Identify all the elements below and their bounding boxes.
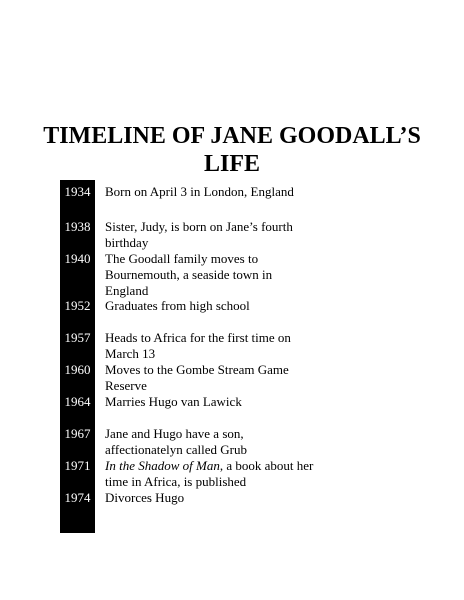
timeline-description-line: birthday: [105, 235, 149, 250]
timeline-year: 1964: [64, 394, 91, 409]
page-title: [0, 122, 464, 178]
timeline-description-line: Marries Hugo van Lawick: [105, 394, 242, 409]
timeline-description-line: Reserve: [105, 378, 147, 393]
timeline-year: 1957: [64, 330, 91, 345]
timeline-description-line: affectionatelyn called Grub: [105, 442, 247, 457]
timeline-description-line: The Goodall family moves to: [105, 251, 259, 266]
timeline-year: 1934: [64, 184, 91, 199]
timeline-description-line: Heads to Africa for the first time on: [105, 330, 291, 345]
timeline-description-line: Sister, Judy, is born on Jane’s fourth: [105, 219, 293, 234]
timeline-description-line: Born on April 3 in London, England: [105, 184, 294, 199]
timeline-description-text: , a book about her: [219, 458, 314, 473]
timeline-description: [105, 458, 350, 490]
timeline-year: 1971: [64, 458, 91, 473]
timeline-year: 1952: [64, 298, 91, 313]
timeline-description: [105, 298, 350, 314]
timeline-description-line: Graduates from high school: [105, 298, 250, 313]
timeline-description-line: Bournemouth, a seaside town in: [105, 267, 273, 282]
timeline-year: 1938: [64, 219, 91, 234]
timeline-year: 1940: [64, 251, 91, 266]
timeline-description: [105, 362, 350, 394]
page-title-line-1: TIMELINE OF JANE GOODALL’S: [43, 123, 421, 149]
timeline-description: [105, 251, 350, 299]
book-title: In the Shadow of Man: [105, 458, 220, 473]
timeline-description-line: time in Africa, is published: [105, 474, 247, 489]
timeline-year: 1960: [64, 362, 91, 377]
timeline-year: 1967: [64, 426, 91, 441]
timeline-description: [105, 490, 350, 506]
timeline-year: 1974: [64, 490, 91, 505]
timeline-description-line: Divorces Hugo: [105, 490, 185, 505]
timeline-description-line: Jane and Hugo have a son,: [105, 426, 244, 441]
timeline-description: [105, 219, 350, 251]
page-title-line-2: LIFE: [203, 151, 260, 177]
timeline-description-line: England: [105, 283, 149, 298]
timeline-description: [105, 426, 350, 458]
timeline-description: [105, 394, 350, 410]
timeline-description-line: March 13: [105, 346, 156, 361]
timeline-description: [105, 184, 350, 200]
timeline-description-line: [105, 458, 350, 474]
timeline-description-line: Moves to the Gombe Stream Game: [105, 362, 289, 377]
timeline-description: [105, 330, 350, 362]
